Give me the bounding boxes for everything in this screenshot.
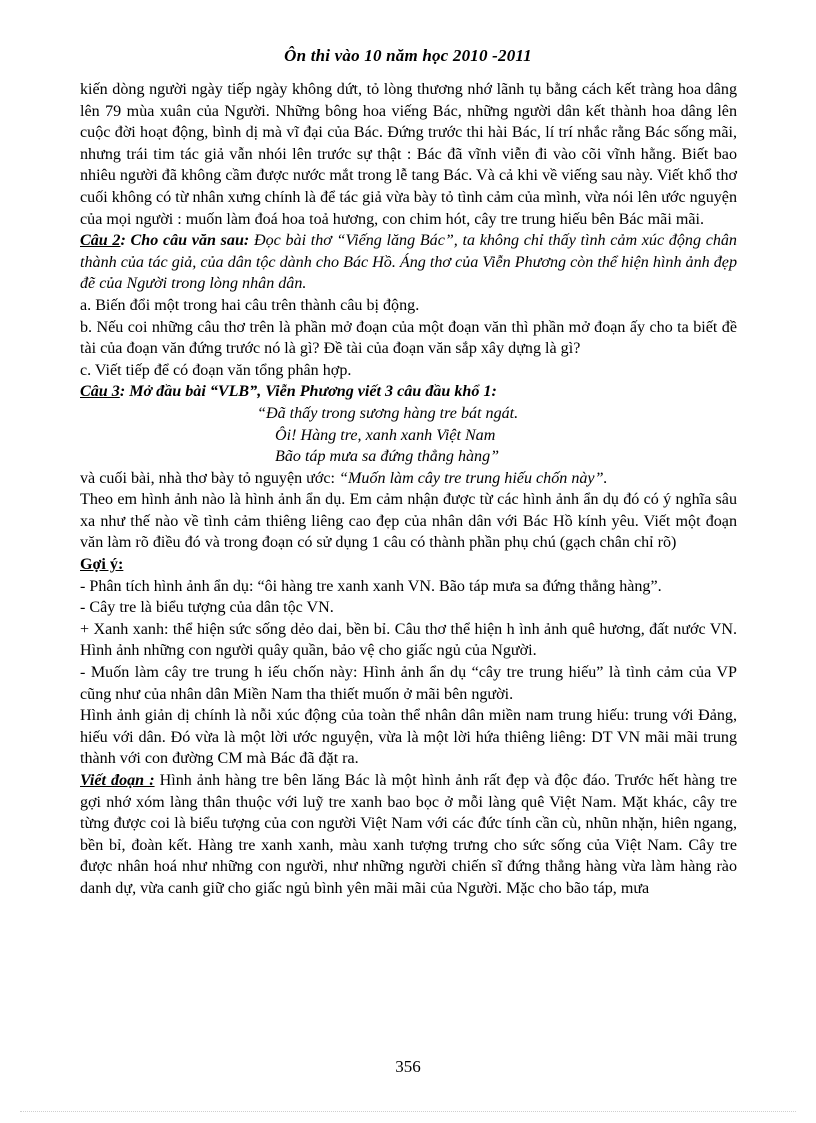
question-3: [80, 381, 737, 403]
question-3-closing: [80, 468, 737, 490]
hint-item: Hình ảnh giản dị chính là nỗi xúc động của toàn thể nhân dân miền nam trung hiếu: trung với Đảng, hiếu với dân. Đó vừa là một lời ước nguyện, vừa là một lời hứa thiêng liêng: DT VN mãi mãi trung thành với con đường CM mà Bác đã đặt ra.: [80, 707, 737, 768]
poem-line: Ôi! Hàng tre, xanh xanh Việt Nam: [275, 426, 496, 444]
question-3-title: : Mở đầu bài “VLB”, Viễn Phương viết 3 câu đầu khổ 1:: [119, 383, 497, 401]
closing-quote: “Muốn làm cây tre trung hiếu chốn này”.: [339, 469, 608, 487]
sample-paragraph: [80, 770, 737, 900]
hint-item: - Phân tích hình ảnh ẩn dụ: “ôi hàng tre xanh xanh VN. Bão táp mưa sa đứng thẳng hàng”.: [80, 577, 662, 595]
sample-text: Hình ảnh hàng tre bên lăng Bác là một hình ảnh rất đẹp và độc đáo. Trước hết hàng tre gợi nhớ xóm làng thân thuộc với luỹ tre xanh bao bọc ở mỗi làng quê Việt Nam. Mặt khác, cây tre từng được coi là biểu tượng của con người Việt Nam với các đức tính cần cù, nhũn nhặn, hiên ngang, bền bỉ, đoàn kết. Hàng tre xanh xanh, màu xanh tượng trưng cho sức sống của Việt Nam. Cây tre được nhân hoá như những con người, như những người chiến sĩ đứng thẳng hàng vừa làm hàng rào danh dự, vừa canh giữ cho giấc ngủ bình yên mãi mãi của Người. Mặc cho bão táp, mưa: [80, 772, 737, 897]
question-2-item-b: b. Nếu coi những câu thơ trên là phần mở đoạn của một đoạn văn thì phần mở đoạn ấy cho ta biết đề tài của đoạn văn đứng trước nó là gì? Đề tài của đoạn văn sắp xây dựng là gì?: [80, 318, 737, 358]
footer-divider: [20, 1111, 796, 1112]
sample-label: Viết đoạn :: [80, 772, 155, 789]
question-2-item-a: a. Biến đổi một trong hai câu trên thành câu bị động.: [80, 296, 420, 314]
question-2-label: Câu 2: [80, 232, 121, 250]
question-2-quote: Đọc bài thơ “Viếng lăng Bác”, ta không chỉ thấy tình cảm xúc động chân thành của tác giả, của dân tộc dành cho Bác Hồ. Áng thơ của Viễn Phương còn thể hiện hình ảnh đẹp đẽ của Người trong lòng nhân dân.: [80, 232, 737, 293]
question-2-item-c: c. Viết tiếp để có đoạn văn tổng phân hợp.: [80, 361, 352, 379]
intro-paragraph: kiến dòng người ngày tiếp ngày không dứt, tỏ lòng thương nhớ lãnh tụ bằng cách kết tràng hoa dâng lên 79 mùa xuân của Người. Những bông hoa viếng Bác, những người dân kết thành hoa dâng lên cuộc đời hoạt động, bình dị mà vĩ đại của Bác. Đứng trước thi hài Bác, lí trí nhắc rằng Bác sống mãi, nhưng trái tim tác giả vẫn nhói lên trước sự thật : Bác đã vĩnh viễn đi vào cõi vĩnh hằng. Biết bao nhiêu người đã không cầm được nước mắt trong lễ tang Bác. Và cả khi về viếng sau này. Viết khổ thơ cuối không có từ nhân xưng chính là để tác giả vừa bày tỏ tình cảm của mình, vừa nói lên ước nguyện của mọi người : muốn làm đoá hoa toả hương, con chim hót, cây tre trung hiếu bên Bác mãi mãi.: [80, 81, 737, 228]
page-number: 356: [395, 1057, 421, 1076]
question-2-title: : Cho câu văn sau:: [120, 232, 250, 250]
hint-item: + Xanh xanh: thể hiện sức sống dẻo dai, bền bỉ. Câu thơ thể hiện h ình ảnh quê hương, đất nước VN. Hình ảnh những con người quây quần, bảo vệ cho giấc ngủ của Người.: [80, 620, 737, 660]
question-2: [80, 230, 737, 295]
document-body: [80, 79, 737, 900]
poem-excerpt: [80, 403, 737, 468]
poem-line: “Đã thấy trong sương hàng tre bát ngát.: [257, 404, 519, 422]
hint-heading: [80, 554, 737, 576]
hint-item: - Muốn làm cây tre trung h iếu chốn này: Hình ảnh ẩn dụ “cây tre trung hiếu” là tình cảm của VP cũng như của nhân dân Miền Nam tha thiết muốn ở mãi bên người.: [80, 664, 737, 703]
hint-label: Gợi ý:: [80, 556, 124, 574]
page-header: Ôn thi vào 10 năm học 2010 -2011: [284, 46, 532, 65]
question-3-label: Câu 3: [80, 383, 120, 401]
closing-prefix: và cuối bài, nhà thơ bày tỏ nguyện ước:: [80, 469, 340, 487]
poem-line: Bão táp mưa sa đứng thẳng hàng”: [275, 448, 500, 466]
question-3-task: Theo em hình ảnh nào là hình ảnh ẩn dụ. Em cảm nhận được từ các hình ảnh ẩn dụ đó có ý nghĩa sâu xa như thế nào về tình cảm thiêng liêng cao đẹp của nhân dân với Bác Hồ kính yêu. Viết một đoạn văn làm rõ điều đó và trong đoạn có sử dụng 1 câu có thành phần phụ chú (gạch chân chỉ rõ): [80, 491, 737, 552]
hint-item: - Cây tre là biểu tượng của dân tộc VN.: [80, 599, 334, 617]
